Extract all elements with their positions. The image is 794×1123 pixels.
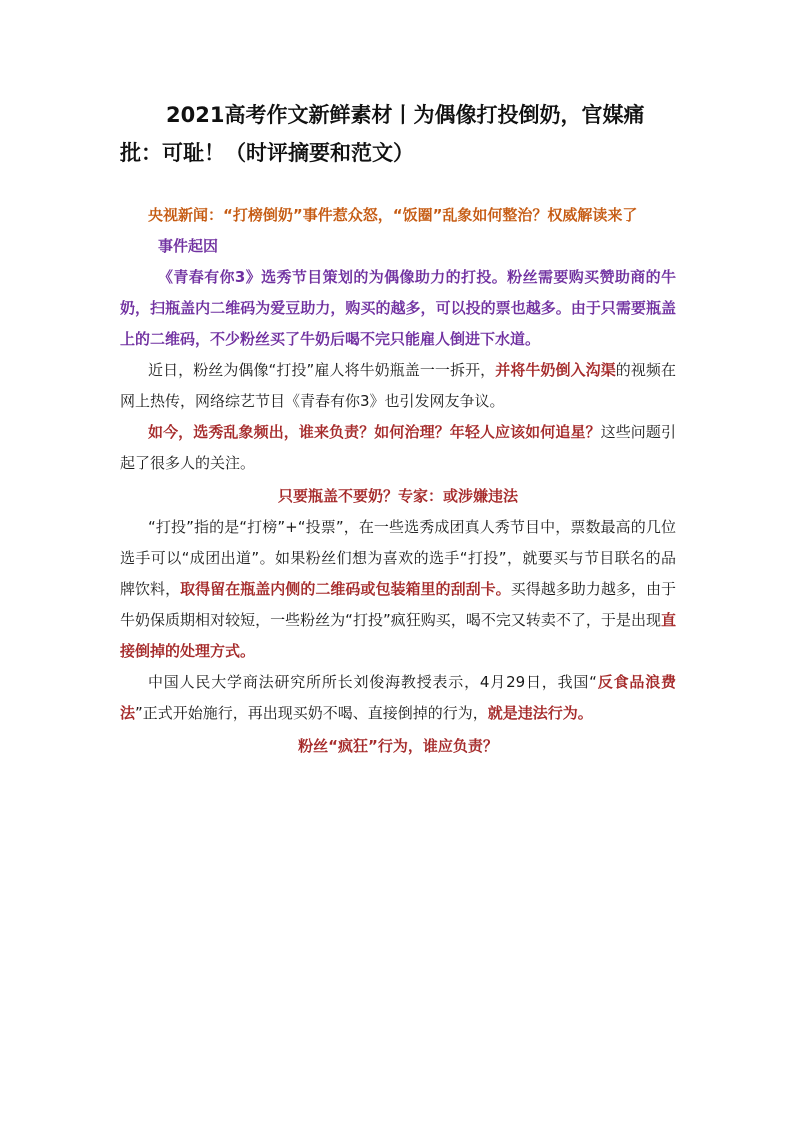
para1-tail: 的视频在网上热传，网络综艺节目《青春有你3》也引发网友争议。 [120, 361, 676, 410]
para2-tail: 这些问题引起了很多人的关注。 [120, 423, 676, 472]
paragraph-questions [120, 417, 676, 479]
cause-paragraph: 《青春有你3》选秀节目策划的为偶像助力的打投。粉丝需要购买赞助商的牛奶，扫瓶盖内二维码为爱豆助力，购买的越多，可以投的票也越多。由于只需要瓶盖上的二维码，不少粉丝买了牛奶后喝不完只能雇人倒进下水道。 [120, 268, 676, 348]
para4-highlight-illegal: 就是违法行为。 [487, 704, 593, 722]
news-headline: 央视新闻：“打榜倒奶”事件惹众怒，“饭圈”乱象如何整治？权威解读来了 [148, 206, 638, 224]
para4-highlight-law: 反食品浪费法 [120, 673, 676, 722]
para3-mid: 买得越多助力越多，由于牛奶保质期相对较短，一些粉丝为“打投”疯狂购买，喝不完又转卖不了，于是出现 [120, 580, 676, 629]
cause-heading: 事件起因 [158, 237, 219, 255]
para4-mid: ”正式开始施行，再出现买奶不喝、直接倒掉的行为， [135, 704, 488, 722]
para3-highlight-dump: 直接倒掉的处理方式。 [120, 611, 676, 660]
paragraph-dato-explained [120, 512, 676, 667]
paragraph-recent-video [120, 355, 676, 417]
section-heading-responsibility: 粉丝“疯狂”行为，谁应负责？ [298, 737, 498, 755]
para3-lead: “打投”指的是“打榜”+“投票”，在一些选秀成团真人秀节目中，票数最高的几位选手可以“成团出道”。如果粉丝们想为喜欢的选手“打投”，就要买与节目联名的品牌饮料， [120, 518, 676, 598]
para4-lead: 中国人民大学商法研究所所长刘俊海教授表示，4月29日，我国“ [148, 673, 597, 691]
para3-highlight-qr: 取得留在瓶盖内侧的二维码或包装箱里的刮刮卡。 [180, 580, 511, 598]
paragraph-expert [120, 667, 676, 729]
document-page [120, 96, 676, 762]
para1-lead: 近日，粉丝为偶像“打投”雇人将牛奶瓶盖一一拆开， [148, 361, 496, 379]
title-spacer [120, 172, 676, 200]
document-title: 2021高考作文新鲜素材丨为偶像打投倒奶，官媒痛批：可耻！（时评摘要和范文） [120, 103, 645, 165]
section-heading-legal: 只要瓶盖不要奶？专家：或涉嫌违法 [277, 487, 518, 505]
para2-highlight: 如今，选秀乱象频出，谁来负责？如何治理？年轻人应该如何追星？ [148, 423, 601, 441]
para1-highlight: 并将牛奶倒入沟渠 [495, 361, 616, 379]
